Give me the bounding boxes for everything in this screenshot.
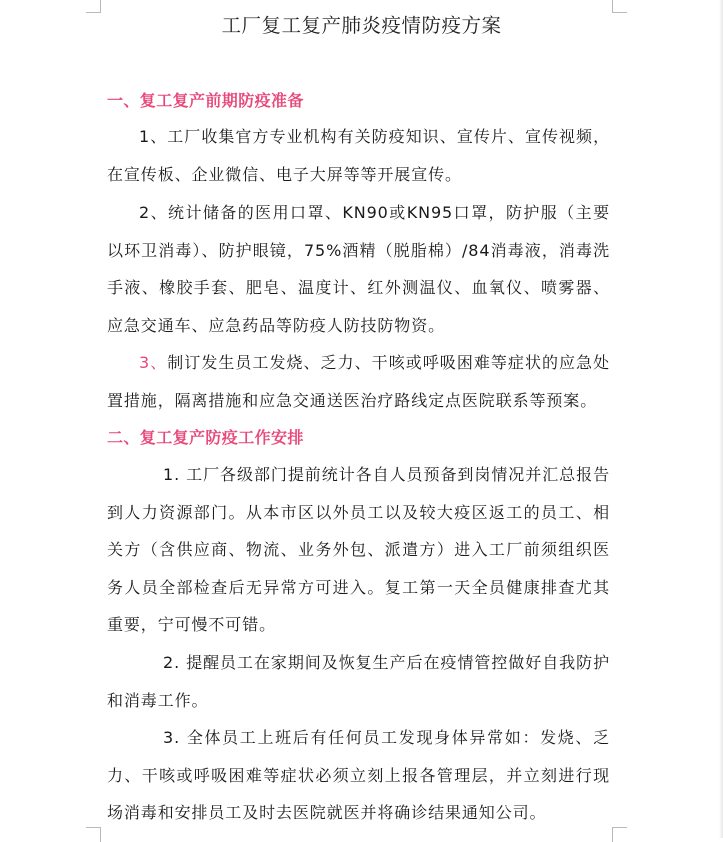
section-1-paragraph-2: 2、统计储备的医用口罩、KN90或KN95口罩，防护服（主要以环卫消毒）、防护眼镜，75%酒精（脱脂棉）/84消毒液，消毒洗手液、橡胶手套、肥皂、温度计、红外测温仪、血氧仪、喷雾器、应急交通车、应急药品等防疫人防技防物资。 bbox=[107, 203, 610, 335]
section-2-paragraph-1: 1. 工厂各级部门提前统计各自人员预备到岗情况并汇总报告到人力资源部门。从本市区以外员工以及较大疫区返工的员工、相关方（含供应商、物流、业务外包、派遣方）进入工厂前须组织医务人员全部检查后无异常方可进入。复工第一天全员健康排查尤其重要，宁可慢不可错。 bbox=[107, 465, 610, 634]
paragraph-3-text: 制订发生员工发烧、乏力、干咳或呼吸困难等症状的应急处置措施，隔离措施和应急交通送医治疗路线定点医院联系等预案。 bbox=[107, 353, 610, 410]
section-2-paragraph-3: 3. 全体员工上班后有任何员工发现身体异常如：发烧、乏力、干咳或呼吸困难等症状必须立刻上报各管理层，并立刻进行现场消毒和安排员工及时去医院就医并将确诊结果通知公司。 bbox=[107, 728, 610, 822]
margin-mark-bottom-right bbox=[612, 827, 627, 842]
margin-mark-bottom-left bbox=[86, 827, 101, 842]
document-title: 工厂复工复产肺炎疫情防疫方案 bbox=[221, 14, 502, 37]
section-2-heading: 二、复工复产防疫工作安排 bbox=[107, 428, 304, 447]
paragraph-3-number: 3、 bbox=[139, 353, 168, 372]
section-1-heading: 一、复工复产前期防疫准备 bbox=[107, 91, 304, 110]
section-2-paragraph-2: 2. 提醒员工在家期间及恢复生产后在疫情管控做好自我防护和消毒工作。 bbox=[107, 653, 610, 710]
page-edge bbox=[719, 0, 723, 838]
section-1-paragraph-3 bbox=[107, 344, 610, 419]
section-1-paragraph-1: 1、工厂收集官方专业机构有关防疫知识、宣传片、宣传视频，在宣传板、企业微信、电子大屏等等开展宣传。 bbox=[107, 127, 610, 184]
